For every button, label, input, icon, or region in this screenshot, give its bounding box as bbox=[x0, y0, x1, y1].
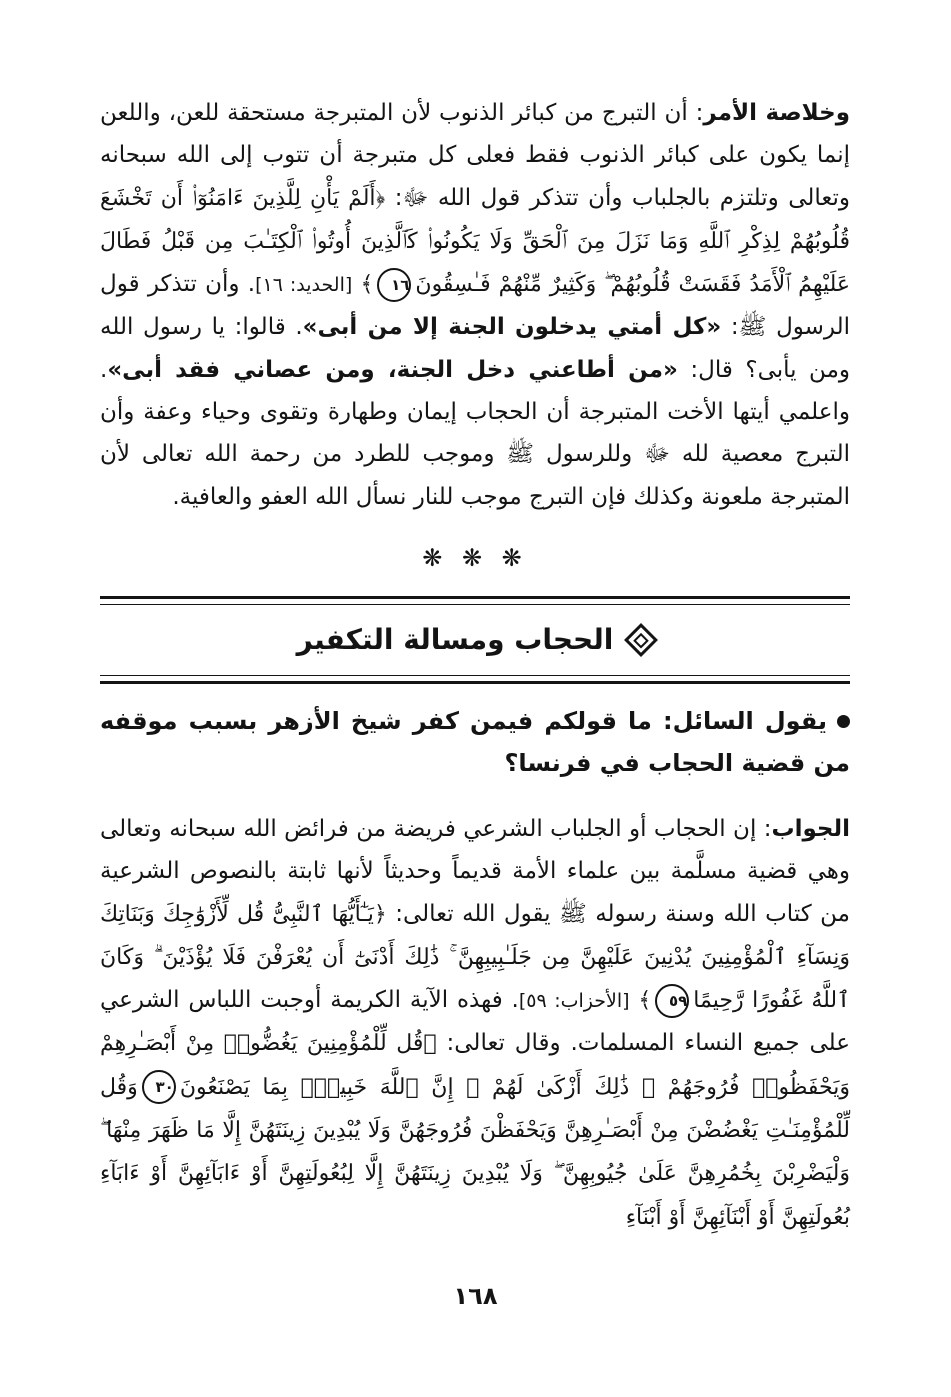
section-heading bbox=[100, 605, 850, 675]
conclusion-paragraph bbox=[100, 92, 850, 518]
verse-number-badge: ١٦ bbox=[377, 268, 411, 302]
answer-paragraph bbox=[100, 808, 850, 1239]
page-body bbox=[100, 92, 850, 1239]
answer-text-2: . فهذه الآية الكريمة أوجبت اللباس الشرعي على جميع النساء المسلمات. وقال تعالى: bbox=[100, 987, 850, 1057]
quran-close-bracket: ﴾ bbox=[360, 272, 374, 298]
quran-verse-ahzab: ﴿يَـٰٓأَيُّهَا ٱلنَّبِىُّ قُل لِّأَزْوَٰجِكَ وَبَنَاتِكَ وَنِسَآءِ ٱلْمُؤْمِنِينَ يُدْنِينَ عَلَيْهِنَّ مِن جَلَـٰبِيبِهِنَّ ۚ ذَٰلِكَ أَدْنَىٰٓ أَن يُعْرَفْنَ فَلَا يُؤْذَيْنَ ۗ وَكَانَ ٱللَّهُ غَفُورًا رَّحِيمًا bbox=[100, 901, 850, 1014]
quran-verse-nur-31: وَقُل لِّلْمُؤْمِنَـٰتِ يَغْضُضْنَ مِنْ أَبْصَـٰرِهِنَّ وَيَحْفَظْنَ فُرُوجَهُنَّ وَلَا يُبْدِينَ زِينَتَهُنَّ إِلَّا مَا ظَهَرَ مِنْهَا ۖ وَلْيَضْرِبْنَ بِخُمُرِهِنَّ عَلَىٰ جُيُوبِهِنَّ ۖ وَلَا يُبْدِينَ زِينَتَهُنَّ إِلَّا لِبُعُولَتِهِنَّ أَوْ ءَابَآئِهِنَّ أَوْ ءَابَآءِ بُعُولَتِهِنَّ أَوْ أَبْنَآئِهِنَّ أَوْ أَبْنَآءِ bbox=[100, 1074, 850, 1230]
verse-number-badge-30: ٣٠ bbox=[142, 1070, 176, 1104]
answer-text-1: : إن الحجاب أو الجلباب الشرعي فريضة من فرائض الله سبحانه وتعالى وهي قضية مسلَّمة بين علماء الأمة قديماً وحديثاً لأنها ثابتة بالنصوص الشرعية من كتاب الله وسنة رسوله ﷺ يقول الله تعالى: bbox=[100, 815, 850, 927]
bullet-icon bbox=[837, 715, 850, 728]
conclusion-text-2: . وأن تتذكر قول الرسول ﷺ: bbox=[100, 271, 851, 341]
heading-rule-bottom-thin bbox=[100, 675, 850, 676]
conclusion-text-1: : أن التبرج من كبائر الذنوب لأن المتبرجة مستحقة للعن، واللعن إنما يكون على كبائر الذنوب فقط فعلى كل متبرجة أن تتوب إلى الله سبحانه وتعالى وتلتزم بالجلباب وأن تتذكر قول الله ﷻ: bbox=[100, 100, 850, 211]
heading-rule-bottom-thick bbox=[100, 681, 850, 684]
quran-verse-nur-30: ﴿قُل لِّلْمُؤْمِنِينَ يَغُضُّوا۟ مِنْ أَبْصَـٰرِهِمْ وَيَحْفَظُوا۟ فُرُوجَهُمْ ۚ ذَٰلِكَ أَزْكَىٰ لَهُمْ ۗ إِنَّ ٱللَّهَ خَبِيرٌۢ بِمَا يَصْنَعُونَ bbox=[100, 1031, 850, 1100]
verse-reference: [الحديد: ١٦] bbox=[255, 274, 353, 297]
quran-verse-hadid: ﴿أَلَمْ يَأْنِ لِلَّذِينَ ءَامَنُوٓا۟ أَن تَخْشَعَ قُلُوبُهُمْ لِذِكْرِ ٱللَّهِ وَمَا نَزَلَ مِنَ ٱلْحَقِّ وَلَا يَكُونُوا۟ كَٱلَّذِينَ أُوتُوا۟ ٱلْكِتَـٰبَ مِن قَبْلُ فَطَالَ عَلَيْهِمُ ٱلْأَمَدُ فَقَسَتْ قُلُوبُهُمْ ۖ وَكَثِيرٌ مِّنْهُمْ فَـٰسِقُونَ bbox=[100, 185, 851, 298]
page-number: ١٦٨ bbox=[453, 1282, 498, 1310]
section-title: الحجاب ومسالة التكفير bbox=[296, 623, 614, 657]
heading-rule-top-thick bbox=[100, 596, 850, 599]
verse-reference-ahzab: [الأحزاب: ٥٩] bbox=[518, 990, 630, 1013]
hadith-quote-1: «كل أمتي يدخلون الجنة إلا من أبى» bbox=[302, 314, 722, 341]
quran-close-bracket-ahzab: ﴾ bbox=[638, 988, 652, 1014]
question-text: يقول السائل: ما قولكم فيمن كفر شيخ الأزهر بسبب موقفه من قضية الحجاب في فرنسا؟ bbox=[100, 706, 850, 777]
question-paragraph bbox=[100, 700, 850, 784]
conclusion-text-3: . قالوا: يا رسول الله ومن يأبى؟ قال: bbox=[100, 314, 850, 383]
section-separator-stars: ❋ ❋ ❋ bbox=[422, 543, 528, 572]
conclusion-text-4: . واعلمي أيتها الأخت المتبرجة أن الحجاب إيمان وطهارة وتقوى وحياء وعفة وأن التبرج معصية لله ﷻ وللرسول ﷺ وموجب للطرد من رحمة الله تعالى لأن المتبرجة ملعونة وكذلك فإن التبرج موجب للنار نسأل الله العفو والعافية. bbox=[100, 356, 850, 510]
hadith-quote-2: «من أطاعني دخل الجنة، ومن عصاني فقد أبى» bbox=[107, 356, 678, 383]
diamond-ornament-icon bbox=[624, 623, 658, 657]
answer-lead: الجواب bbox=[771, 815, 850, 842]
verse-number-badge-59: ٥٩ bbox=[655, 984, 689, 1018]
conclusion-lead: وخلاصة الأمر bbox=[703, 100, 851, 126]
